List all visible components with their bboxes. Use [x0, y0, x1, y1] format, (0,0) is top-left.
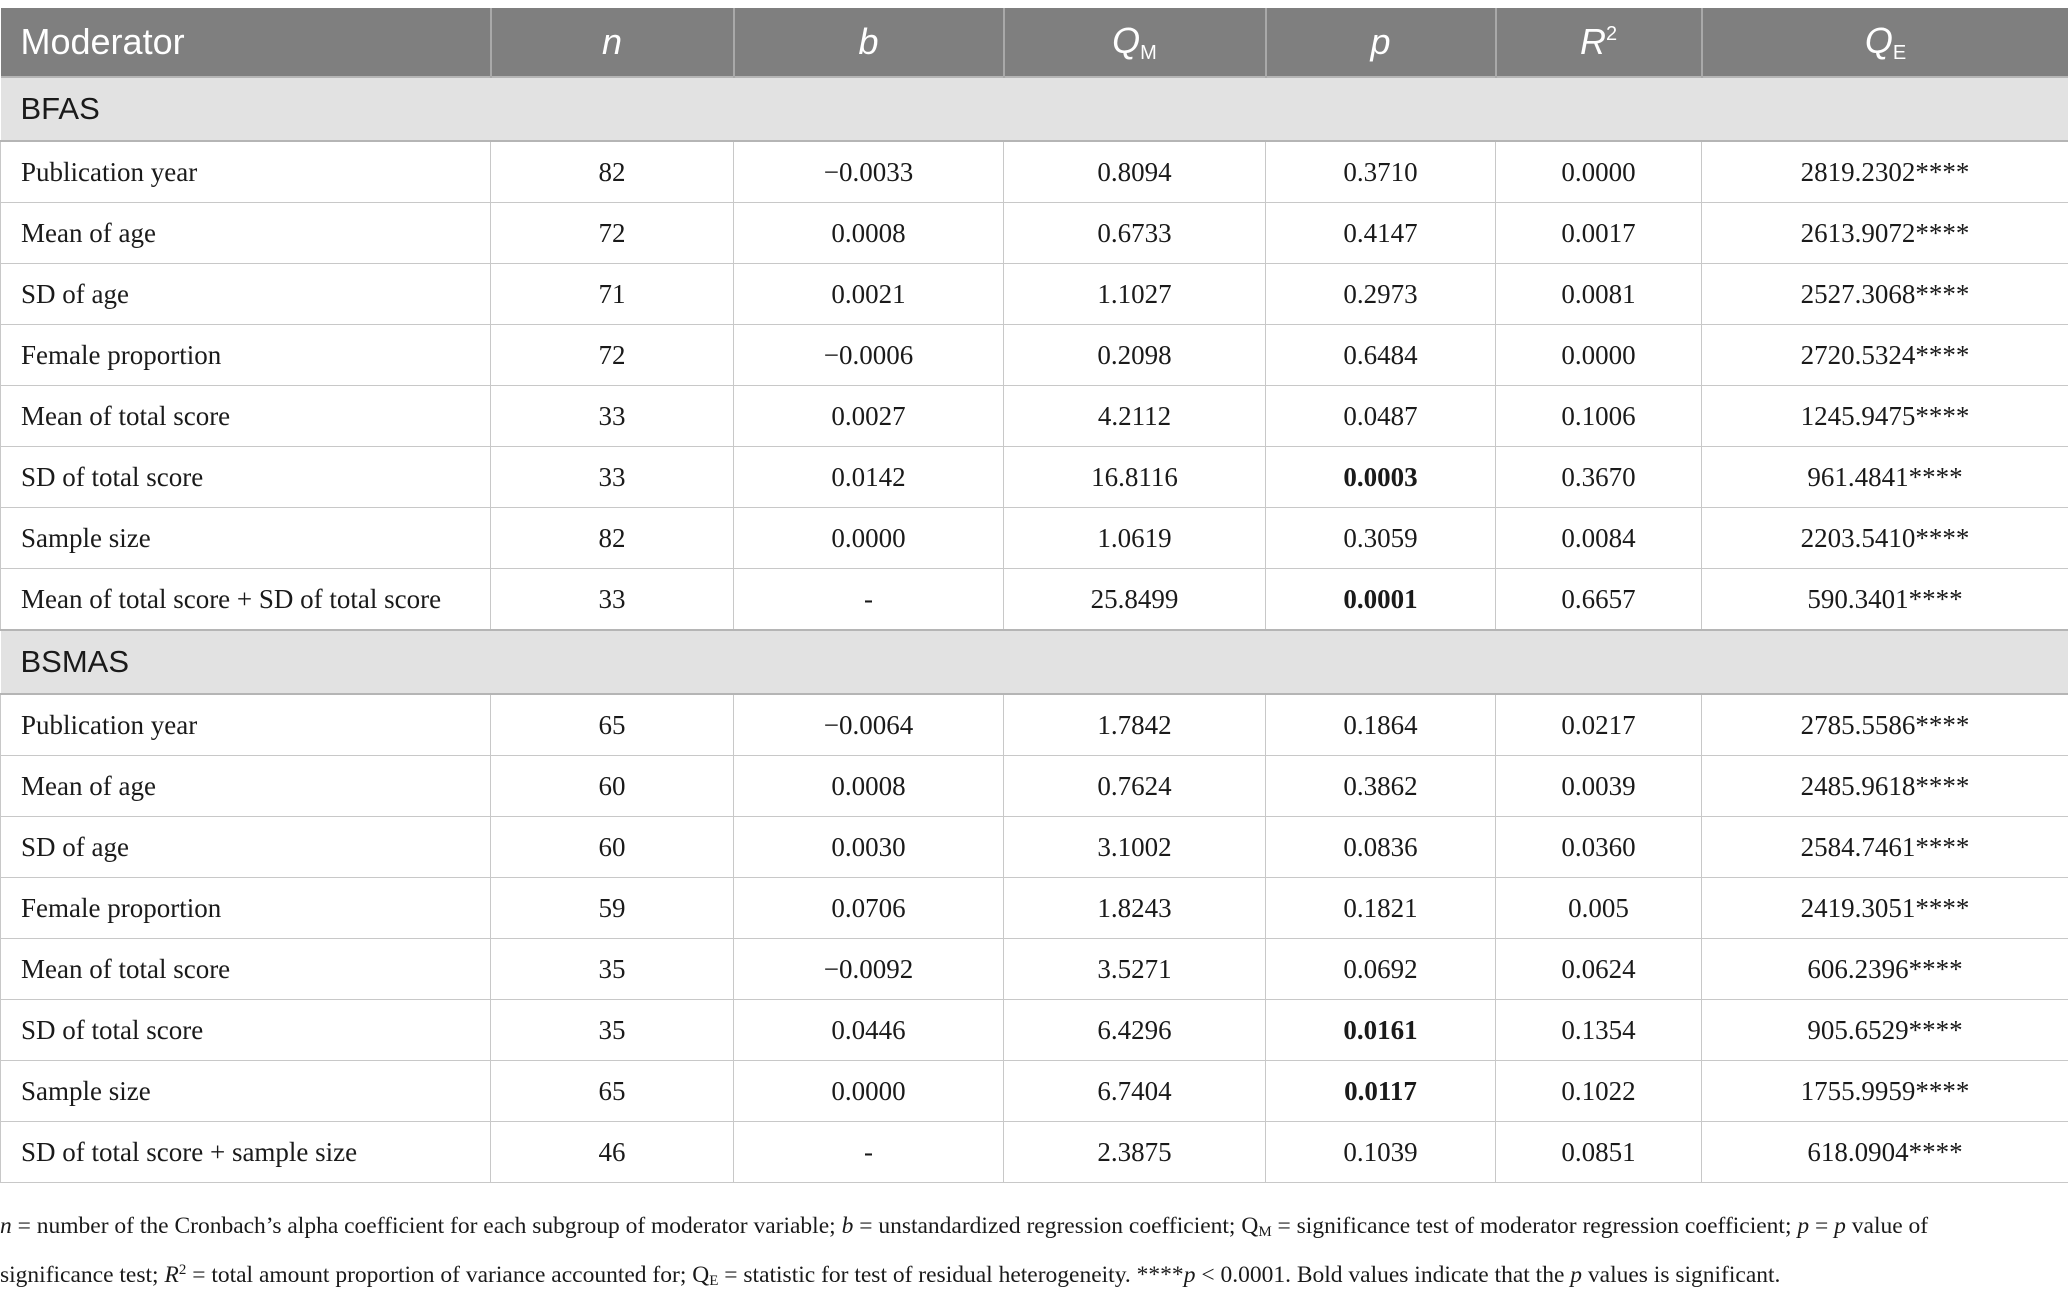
table-footnote: n = number of the Cronbach’s alpha coefficient for each subgroup of moderator variable; b = unstandardized regression coefficient; $Q_M$ = significance test of moderator regression coefficient; p = p value of significance test; $R^2$ = total amount proportion of variance accounted for; $Q_E$ = statistic for test of residual heterogeneity. ****p < 0.0001. Bold values indicate that the p values is significant. — [0, 1207, 2040, 1300]
cell-moderator: SD of total score — [1, 1000, 491, 1061]
cell-n: 35 — [491, 939, 734, 1000]
cell-n: 33 — [491, 386, 734, 447]
table-row — [1, 878, 2068, 939]
cell-r2: 0.1022 — [1496, 1061, 1702, 1122]
cell-qm: 4.2112 — [1004, 386, 1266, 447]
cell-moderator: Mean of total score — [1, 386, 491, 447]
cell-qe: 2613.9072**** — [1702, 203, 2068, 264]
cell-n: 35 — [491, 1000, 734, 1061]
cell-n: 65 — [491, 1061, 734, 1122]
cell-p: 0.2973 — [1266, 264, 1496, 325]
cell-p: 0.6484 — [1266, 325, 1496, 386]
cell-qm: 3.5271 — [1004, 939, 1266, 1000]
cell-r2: 0.0081 — [1496, 264, 1702, 325]
cell-p: 0.3059 — [1266, 508, 1496, 569]
cell-qe: 2203.5410**** — [1702, 508, 2068, 569]
cell-qe: 1755.9959**** — [1702, 1061, 2068, 1122]
cell-qe: 1245.9475**** — [1702, 386, 2068, 447]
cell-moderator: Female proportion — [1, 878, 491, 939]
cell-qe: 590.3401**** — [1702, 569, 2068, 631]
header-n: n — [491, 8, 734, 77]
cell-r2: 0.0084 — [1496, 508, 1702, 569]
cell-qm: 1.8243 — [1004, 878, 1266, 939]
cell-moderator: SD of age — [1, 264, 491, 325]
cell-moderator: Female proportion — [1, 325, 491, 386]
cell-moderator: SD of age — [1, 817, 491, 878]
section-title: BFAS — [1, 77, 2068, 141]
cell-b: 0.0706 — [734, 878, 1004, 939]
cell-qm: 0.8094 — [1004, 141, 1266, 203]
cell-qe: 606.2396**** — [1702, 939, 2068, 1000]
cell-p: 0.0836 — [1266, 817, 1496, 878]
cell-r2: 0.0039 — [1496, 756, 1702, 817]
table-row — [1, 756, 2068, 817]
table-row — [1, 694, 2068, 756]
cell-qm: 0.7624 — [1004, 756, 1266, 817]
table-row — [1, 325, 2068, 386]
cell-moderator: SD of total score + sample size — [1, 1122, 491, 1183]
table-header — [1, 8, 2068, 77]
cell-n: 59 — [491, 878, 734, 939]
cell-moderator: SD of total score — [1, 447, 491, 508]
header-qe: $Q_E$ — [1702, 8, 2068, 77]
section-header-row — [1, 630, 2068, 694]
table-row — [1, 1122, 2068, 1183]
cell-qm: 1.0619 — [1004, 508, 1266, 569]
section-title: BSMAS — [1, 630, 2068, 694]
cell-qe: 2485.9618**** — [1702, 756, 2068, 817]
cell-r2: 0.0360 — [1496, 817, 1702, 878]
header-b: b — [734, 8, 1004, 77]
cell-r2: 0.3670 — [1496, 447, 1702, 508]
cell-r2: 0.0000 — [1496, 141, 1702, 203]
cell-b: 0.0027 — [734, 386, 1004, 447]
cell-r2: 0.1006 — [1496, 386, 1702, 447]
cell-p: 0.0487 — [1266, 386, 1496, 447]
cell-n: 33 — [491, 569, 734, 631]
cell-moderator: Mean of age — [1, 756, 491, 817]
header-qm: $Q_M$ — [1004, 8, 1266, 77]
cell-n: 72 — [491, 203, 734, 264]
cell-qe: 2584.7461**** — [1702, 817, 2068, 878]
cell-qe: 618.0904**** — [1702, 1122, 2068, 1183]
cell-p: 0.0001 — [1266, 569, 1496, 631]
cell-n: 33 — [491, 447, 734, 508]
cell-p: 0.3710 — [1266, 141, 1496, 203]
cell-b: 0.0000 — [734, 1061, 1004, 1122]
cell-r2: 0.005 — [1496, 878, 1702, 939]
table-row — [1, 203, 2068, 264]
cell-r2: 0.6657 — [1496, 569, 1702, 631]
cell-n: 82 — [491, 508, 734, 569]
table-row — [1, 939, 2068, 1000]
cell-n: 71 — [491, 264, 734, 325]
cell-r2: 0.0217 — [1496, 694, 1702, 756]
table-row — [1, 386, 2068, 447]
cell-qm: 1.1027 — [1004, 264, 1266, 325]
cell-p: 0.3862 — [1266, 756, 1496, 817]
cell-b: 0.0021 — [734, 264, 1004, 325]
cell-b: −0.0033 — [734, 141, 1004, 203]
cell-qe: 2720.5324**** — [1702, 325, 2068, 386]
header-p: p — [1266, 8, 1496, 77]
cell-p: 0.1864 — [1266, 694, 1496, 756]
moderator-analysis-table — [0, 8, 2068, 1183]
cell-qe: 2819.2302**** — [1702, 141, 2068, 203]
cell-b: 0.0142 — [734, 447, 1004, 508]
cell-qe: 2419.3051**** — [1702, 878, 2068, 939]
header-row — [1, 8, 2068, 77]
cell-p: 0.1039 — [1266, 1122, 1496, 1183]
cell-qe: 905.6529**** — [1702, 1000, 2068, 1061]
cell-n: 60 — [491, 817, 734, 878]
cell-qm: 1.7842 — [1004, 694, 1266, 756]
cell-r2: 0.1354 — [1496, 1000, 1702, 1061]
cell-b: −0.0064 — [734, 694, 1004, 756]
cell-n: 60 — [491, 756, 734, 817]
table-row — [1, 264, 2068, 325]
cell-r2: 0.0017 — [1496, 203, 1702, 264]
cell-p: 0.4147 — [1266, 203, 1496, 264]
cell-p: 0.1821 — [1266, 878, 1496, 939]
cell-p: 0.0003 — [1266, 447, 1496, 508]
cell-moderator: Mean of total score + SD of total score — [1, 569, 491, 631]
cell-qe: 2785.5586**** — [1702, 694, 2068, 756]
table-row — [1, 569, 2068, 631]
cell-qm: 6.7404 — [1004, 1061, 1266, 1122]
table-row — [1, 817, 2068, 878]
cell-n: 82 — [491, 141, 734, 203]
cell-b: 0.0008 — [734, 203, 1004, 264]
cell-p: 0.0692 — [1266, 939, 1496, 1000]
cell-qm: 25.8499 — [1004, 569, 1266, 631]
cell-moderator: Sample size — [1, 508, 491, 569]
cell-moderator: Mean of age — [1, 203, 491, 264]
cell-r2: 0.0624 — [1496, 939, 1702, 1000]
cell-qm: 0.2098 — [1004, 325, 1266, 386]
section-header-row — [1, 77, 2068, 141]
cell-n: 72 — [491, 325, 734, 386]
cell-r2: 0.0851 — [1496, 1122, 1702, 1183]
cell-qm: 3.1002 — [1004, 817, 1266, 878]
cell-b: −0.0092 — [734, 939, 1004, 1000]
cell-n: 65 — [491, 694, 734, 756]
cell-moderator: Publication year — [1, 141, 491, 203]
cell-p: 0.0161 — [1266, 1000, 1496, 1061]
cell-qm: 0.6733 — [1004, 203, 1266, 264]
table-body — [1, 77, 2068, 1183]
cell-moderator: Sample size — [1, 1061, 491, 1122]
table-row — [1, 1000, 2068, 1061]
header-moderator: Moderator — [1, 8, 491, 77]
cell-b: 0.0030 — [734, 817, 1004, 878]
table-row — [1, 141, 2068, 203]
cell-b: 0.0000 — [734, 508, 1004, 569]
cell-qm: 2.3875 — [1004, 1122, 1266, 1183]
cell-b: 0.0446 — [734, 1000, 1004, 1061]
cell-b: - — [734, 1122, 1004, 1183]
cell-moderator: Publication year — [1, 694, 491, 756]
cell-r2: 0.0000 — [1496, 325, 1702, 386]
cell-p: 0.0117 — [1266, 1061, 1496, 1122]
table-row — [1, 447, 2068, 508]
cell-qm: 16.8116 — [1004, 447, 1266, 508]
table-row — [1, 508, 2068, 569]
cell-qm: 6.4296 — [1004, 1000, 1266, 1061]
table-row — [1, 1061, 2068, 1122]
cell-b: 0.0008 — [734, 756, 1004, 817]
header-r2: $R^2$ — [1496, 8, 1702, 77]
cell-n: 46 — [491, 1122, 734, 1183]
cell-qe: 2527.3068**** — [1702, 264, 2068, 325]
cell-b: −0.0006 — [734, 325, 1004, 386]
cell-qe: 961.4841**** — [1702, 447, 2068, 508]
cell-b: - — [734, 569, 1004, 631]
cell-moderator: Mean of total score — [1, 939, 491, 1000]
